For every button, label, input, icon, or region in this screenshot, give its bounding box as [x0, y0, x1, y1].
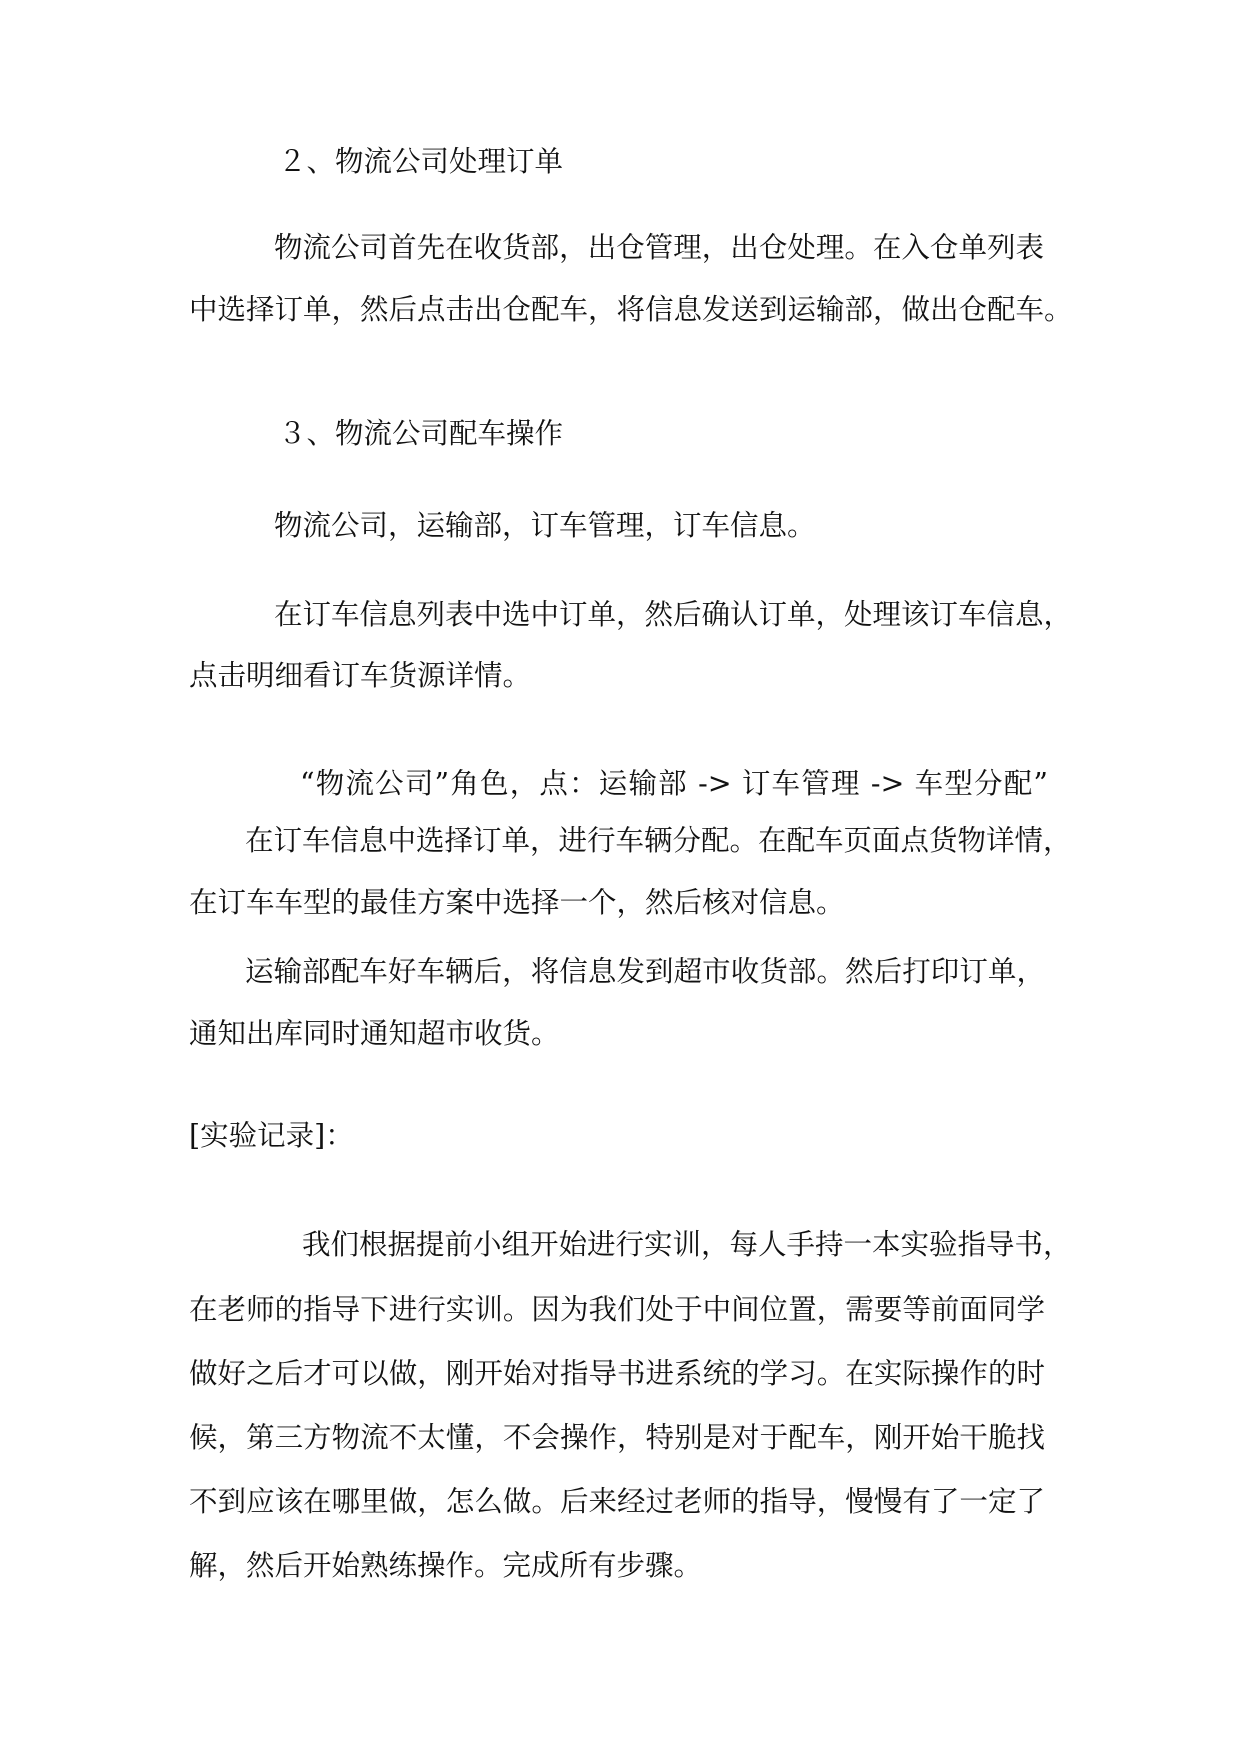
body-line: 我们根据提前小组开始进行实训，每人手持一本实验指导书， [302, 1228, 1072, 1261]
body-line: 在订车信息列表中选中订单，然后确认订单，处理该订车信息， [274, 598, 1073, 631]
body-line: 解，然后开始熟练操作。完成所有步骤。 [189, 1549, 703, 1582]
body-line: 在订车信息中选择订单，进行车辆分配。在配车页面点货物详情， [245, 824, 1072, 857]
experiment-record-heading: [实验记录]： [189, 1119, 354, 1152]
body-line: 中选择订单，然后点击出仓配车，将信息发送到运输部，做出仓配车。 [189, 293, 1073, 326]
body-line: 通知出库同时通知超市收货。 [189, 1017, 560, 1050]
body-line: 物流公司首先在收货部，出仓管理，出仓处理。在入仓单列表 [274, 231, 1044, 264]
menu-path-line: “物流公司”角色，点：运输部 -> 订车管理 -> 车型分配” [300, 767, 1048, 800]
body-line: 不到应该在哪里做，怎么做。后来经过老师的指导，慢慢有了一定了 [189, 1485, 1045, 1518]
body-line: 点击明细看订车货源详情。 [189, 659, 532, 692]
body-line: 在订车车型的最佳方案中选择一个，然后核对信息。 [189, 886, 845, 919]
section-heading-3: ３、物流公司配车操作 [278, 417, 564, 450]
body-line: 做好之后才可以做，刚开始对指导书进系统的学习。在实际操作的时 [189, 1357, 1045, 1390]
body-line: 运输部配车好车辆后，将信息发到超市收货部。然后打印订单， [245, 955, 1045, 988]
section-heading-2: ２、物流公司处理订单 [278, 145, 564, 178]
body-line: 物流公司，运输部，订车管理，订车信息。 [274, 509, 816, 542]
body-line: 候，第三方物流不太懂，不会操作，特别是对于配车，刚开始干脆找 [189, 1421, 1045, 1454]
body-line: 在老师的指导下进行实训。因为我们处于中间位置，需要等前面同学 [189, 1293, 1045, 1326]
